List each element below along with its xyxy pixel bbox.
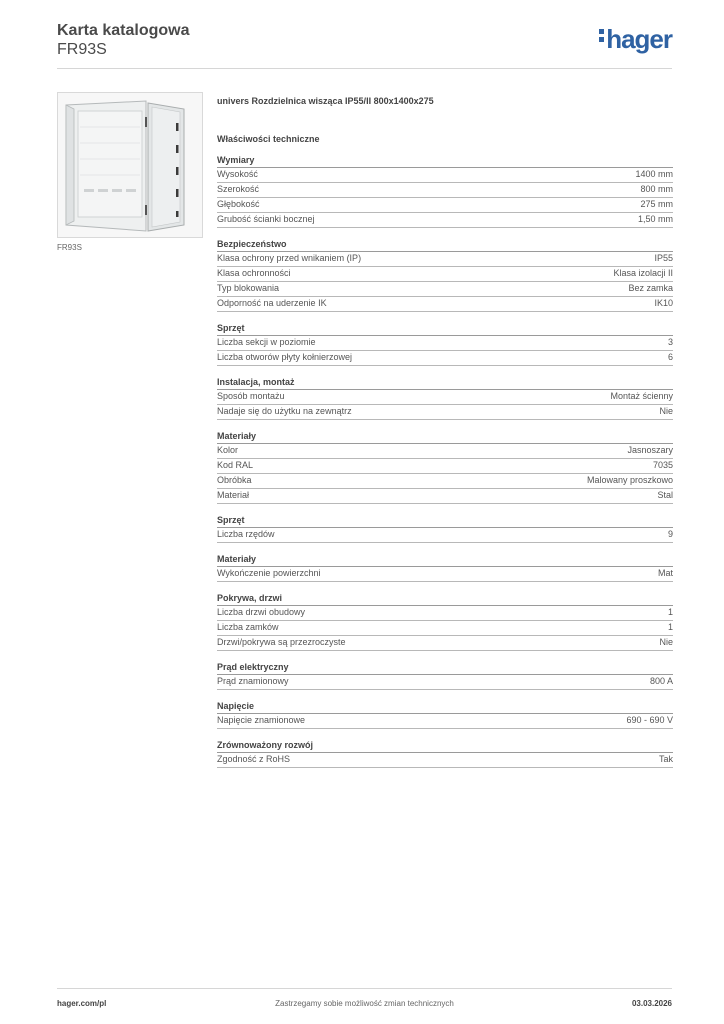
spec-value: Malowany proszkowo: [586, 475, 673, 485]
footer-date: 03.03.2026: [631, 999, 672, 1008]
spec-label: Kod RAL: [217, 460, 254, 470]
spec-groups: [217, 154, 673, 768]
spec-group-heading: Materiały: [217, 430, 673, 444]
spec-label: Sposób montażu: [217, 391, 285, 401]
spec-label: Liczba otworów płyty kołnierzowej: [217, 352, 353, 362]
spec-row: [217, 567, 673, 582]
spec-value: Stal: [657, 490, 673, 500]
spec-group-heading: Prąd elektryczny: [217, 661, 673, 675]
spec-label: Liczba sekcji w poziomie: [217, 337, 316, 347]
document-title: Karta katalogowa: [57, 22, 190, 39]
footer-website: hager.com/pl: [57, 999, 107, 1008]
spec-value: 1,50 mm: [637, 214, 673, 224]
spec-value: Nie: [659, 637, 673, 647]
spec-label: Odporność na uderzenie IK: [217, 298, 327, 308]
spec-value: 800 A: [649, 676, 673, 686]
spec-group-heading: Wymiary: [217, 154, 673, 168]
spec-value: 1: [667, 622, 673, 632]
spec-value: 1: [667, 607, 673, 617]
spec-label: Napięcie znamionowe: [217, 715, 306, 725]
spec-value: Klasa izolacji II: [613, 268, 673, 278]
spec-row: [217, 183, 673, 198]
product-image: [57, 92, 203, 238]
spec-label: Kolor: [217, 445, 239, 455]
spec-value: IP55: [654, 253, 673, 263]
spec-row: [217, 459, 673, 474]
spec-value: Bez zamka: [628, 283, 673, 293]
spec-group-heading: Materiały: [217, 553, 673, 567]
spec-value: 9: [667, 529, 673, 539]
logo-dots-icon: [599, 26, 604, 45]
spec-label: Materiał: [217, 490, 250, 500]
spec-row: [217, 528, 673, 543]
spec-label: Wykończenie powierzchni: [217, 568, 321, 578]
spec-label: Szerokość: [217, 184, 260, 194]
spec-value: Jasnoszary: [627, 445, 673, 455]
spec-label: Prąd znamionowy: [217, 676, 289, 686]
spec-group-heading: Sprzęt: [217, 514, 673, 528]
spec-label: Liczba drzwi obudowy: [217, 607, 306, 617]
spec-row: [217, 297, 673, 312]
spec-group: [217, 592, 673, 651]
spec-row: [217, 252, 673, 267]
spec-row: [217, 474, 673, 489]
spec-label: Liczba zamków: [217, 622, 279, 632]
page-footer: [57, 988, 672, 1019]
spec-value: 690 - 690 V: [626, 715, 673, 725]
spec-row: [217, 390, 673, 405]
spec-group-heading: Bezpieczeństwo: [217, 238, 673, 252]
spec-value: Mat: [657, 568, 673, 578]
spec-group: [217, 514, 673, 543]
spec-group-heading: Instalacja, montaż: [217, 376, 673, 390]
spec-row: [217, 336, 673, 351]
spec-row: [217, 621, 673, 636]
spec-group-heading: Pokrywa, drzwi: [217, 592, 673, 606]
spec-value: 1400 mm: [635, 169, 673, 179]
spec-label: Drzwi/pokrywa są przezroczyste: [217, 637, 346, 647]
spec-content: [217, 96, 673, 768]
hager-logo: [599, 24, 672, 55]
footer-disclaimer: Zastrzegamy sobie możliwość zmian technicznych: [275, 999, 454, 1008]
spec-label: Klasa ochronności: [217, 268, 291, 278]
spec-group-heading: Sprzęt: [217, 322, 673, 336]
product-code: FR93S: [57, 41, 107, 58]
spec-group: [217, 739, 673, 768]
spec-label: Zgodność z RoHS: [217, 754, 291, 764]
spec-label: Klasa ochrony przed wnikaniem (IP): [217, 253, 362, 263]
section-heading: Właściwości techniczne: [217, 134, 320, 144]
spec-group: [217, 700, 673, 729]
spec-value: 7035: [652, 460, 673, 470]
spec-value: Nie: [659, 406, 673, 416]
page-header: [57, 20, 672, 69]
spec-group: [217, 154, 673, 228]
spec-row: [217, 675, 673, 690]
spec-value: Montaż ścienny: [610, 391, 673, 401]
spec-label: Wysokość: [217, 169, 258, 179]
spec-row: [217, 198, 673, 213]
spec-row: [217, 267, 673, 282]
spec-group: [217, 661, 673, 690]
image-caption: FR93S: [57, 243, 82, 252]
spec-value: Tak: [658, 754, 673, 764]
spec-value: IK10: [654, 298, 673, 308]
spec-row: [217, 282, 673, 297]
spec-value: 6: [667, 352, 673, 362]
spec-row: [217, 489, 673, 504]
spec-label: Grubość ścianki bocznej: [217, 214, 315, 224]
spec-label: Głębokość: [217, 199, 260, 209]
cabinet-illustration-icon: [58, 93, 202, 237]
spec-group: [217, 553, 673, 582]
spec-value: 800 mm: [640, 184, 673, 194]
spec-group-heading: Napięcie: [217, 700, 673, 714]
spec-value: 3: [667, 337, 673, 347]
spec-row: [217, 213, 673, 228]
spec-label: Obróbka: [217, 475, 252, 485]
logo-text: hager: [606, 24, 672, 54]
spec-row: [217, 168, 673, 183]
spec-row: [217, 753, 673, 768]
spec-value: 275 mm: [640, 199, 673, 209]
spec-row: [217, 714, 673, 729]
spec-group: [217, 430, 673, 504]
product-title: univers Rozdzielnica wisząca IP55/II 800x1400x275: [217, 96, 434, 106]
spec-row: [217, 444, 673, 459]
spec-group: [217, 322, 673, 366]
spec-label: Liczba rzędów: [217, 529, 275, 539]
spec-label: Nadaje się do użytku na zewnątrz: [217, 406, 352, 416]
spec-group: [217, 238, 673, 312]
spec-label: Typ blokowania: [217, 283, 280, 293]
spec-group: [217, 376, 673, 420]
spec-row: [217, 636, 673, 651]
spec-row: [217, 405, 673, 420]
spec-row: [217, 606, 673, 621]
spec-group-heading: Zrównoważony rozwój: [217, 739, 673, 753]
spec-row: [217, 351, 673, 366]
